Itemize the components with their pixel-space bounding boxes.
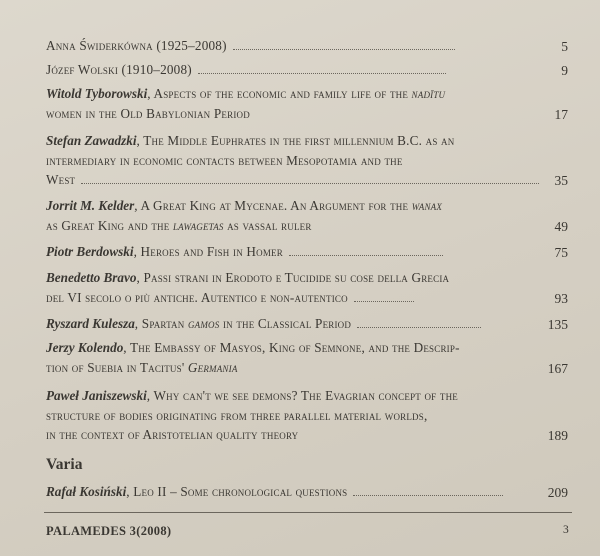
toc-entry-line — [46, 196, 568, 216]
entry-title-text: as Great King and the — [46, 217, 173, 233]
entry-page-number: 35 — [554, 173, 568, 188]
entry-author: Ryszard Kulesza — [46, 316, 135, 331]
entry-title-text: nadītu — [411, 86, 446, 101]
toc-entry-line — [46, 131, 568, 151]
toc-entry-line — [46, 358, 568, 378]
toc-entry — [46, 60, 568, 80]
toc-entry-line — [46, 406, 568, 426]
entry-title-text: , Spartan — [134, 316, 188, 331]
toc-entry — [46, 268, 568, 307]
dot-leader — [81, 182, 539, 184]
entry-title-text: Józef Wolski (1910–2008) — [46, 62, 192, 77]
toc-entry-line — [46, 242, 568, 262]
toc-entry-line — [46, 314, 568, 334]
entry-author: Paweł Janiszewski — [46, 388, 147, 403]
entry-title-text: , Aspects of the economic and family life of the — [147, 86, 412, 101]
entry-title-text: , Passi strani in Erodoto e Tucidide su cose della Grecia — [136, 270, 450, 285]
entry-title-text: , Leo II – Some chronological questions — [126, 484, 348, 499]
entry-page-number: 209 — [547, 485, 568, 500]
toc-entry-line — [46, 151, 568, 171]
entry-title-text: , Why can't we see demons? The Evagrian concept of the — [146, 388, 458, 403]
entry-author: Jerzy Kolendo — [46, 340, 124, 355]
dot-leader — [354, 300, 414, 302]
entry-page-number: 189 — [547, 428, 568, 443]
entry-author: Rafał Kosiński — [46, 484, 127, 499]
entry-title-text: in the context of Aristotelian quality theory — [46, 427, 299, 442]
entry-page-number: 49 — [554, 218, 568, 234]
toc-entry-line — [46, 36, 568, 56]
entry-author: Stefan Zawadzki — [46, 133, 137, 148]
entry-title-text: lawagetas — [172, 217, 224, 233]
toc-entry — [46, 84, 568, 123]
entry-title-text: intermediary in economic contacts between Mesopotamia and the — [46, 152, 403, 168]
dot-leader — [198, 72, 446, 74]
entry-author: Benedetto Bravo — [46, 270, 137, 285]
toc-entry — [46, 338, 568, 377]
entry-title-text: West — [46, 172, 76, 187]
toc-entry-line — [46, 482, 568, 502]
entry-title-text: , Heroes and Fish in Homer — [133, 244, 283, 259]
entry-title-text: , The Embassy of Masyos, King of Semnone, and the Descrip- — [123, 340, 460, 355]
entry-title-text: in the Classical Period — [219, 316, 352, 331]
toc-entry-line — [46, 84, 568, 104]
entry-title-text: , A Great King at Mycenae. An Argument for the — [134, 198, 412, 213]
entry-title-text: Anna Świderkówna (1925–2008) — [46, 38, 227, 53]
page-number: 3 — [563, 524, 569, 536]
entry-author: Jorrit M. Kelder — [46, 198, 135, 213]
entry-title-text: tion of Suebia in Tacitus' — [46, 359, 188, 375]
entry-page-number: 75 — [554, 245, 568, 260]
entry-title-text: Germania — [187, 359, 238, 375]
toc-entry — [46, 196, 568, 235]
toc-entry-line — [46, 288, 568, 308]
entry-title-text: women in the Old Babylonian Period — [46, 105, 250, 121]
toc-entry-line — [46, 425, 568, 445]
footer-rule — [44, 512, 572, 513]
toc-entry-line — [46, 170, 568, 190]
toc-entry — [46, 131, 568, 190]
entry-author: Piotr Berdowski — [46, 244, 134, 259]
entry-author: Witold Tyborowski — [46, 86, 148, 101]
entry-page-number: 93 — [554, 290, 568, 306]
entry-title-text: as vassal ruler — [223, 217, 312, 233]
toc-entry-line — [46, 338, 568, 358]
entry-page-number: 135 — [547, 317, 568, 332]
toc-entry — [46, 36, 568, 56]
dot-leader — [353, 494, 503, 496]
dot-leader — [233, 48, 455, 50]
toc-entry — [46, 314, 568, 334]
entry-title-text: wanax — [411, 198, 443, 213]
entry-page-number: 9 — [561, 63, 568, 78]
toc-entry — [46, 242, 568, 262]
entry-title-text: structure of bodies originating from three parallel material worlds, — [46, 407, 428, 423]
entry-page-number: 17 — [554, 106, 568, 122]
entry-title-text: del VI secolo o più antiche. Autentico e non-autentico — [46, 289, 348, 305]
dot-leader — [289, 254, 443, 256]
section-title: Varia — [46, 456, 83, 473]
entry-title-text: gamos — [187, 316, 220, 331]
journal-title: PALAMEDES 3(2008) — [46, 524, 172, 538]
entry-page-number: 5 — [561, 39, 568, 54]
entry-title-text: , The Middle Euphrates in the first millennium B.C. as an — [136, 133, 455, 148]
toc-entry-line — [46, 386, 568, 406]
entry-page-number: 167 — [547, 360, 568, 376]
toc-entry-line — [46, 216, 568, 236]
toc-entry-line — [46, 104, 568, 124]
toc-entry — [46, 386, 568, 445]
toc-entry-line — [46, 60, 568, 80]
toc-entry — [46, 482, 568, 502]
toc-entry-line — [46, 268, 568, 288]
dot-leader — [357, 326, 481, 328]
